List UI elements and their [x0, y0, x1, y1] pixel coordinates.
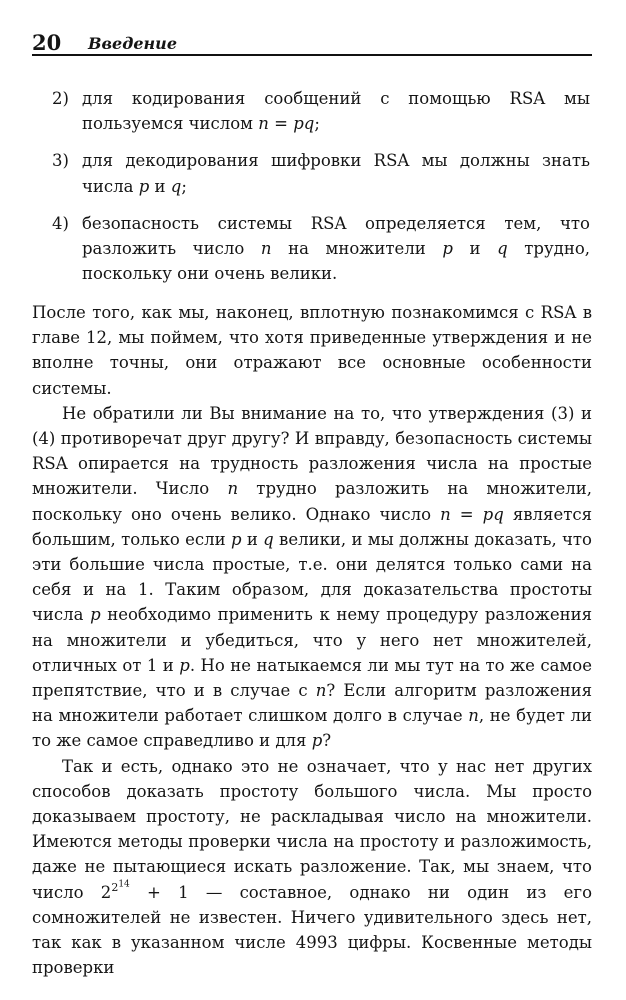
numbered-list: [52, 86, 590, 298]
list-item: [52, 211, 590, 287]
list-marker: 4): [52, 213, 69, 233]
paragraph-3: Так и есть, однако это не означает, что у нас нет других способов доказать простоту большого числа. Мы просто доказываем простоту, не раскладывая число на множители. Имеются методы проверки числа на простоту и разложимость, даже не пытающиеся искать разложение. Так, мы знаем, что число $2^{2^{14}} + 1$ — составное, однако ни один из его сомножителей не известен. Ничего удивительного здесь нет, так как в указанном числе 4993 цифры. Косвенные методы проверки: [32, 756, 592, 978]
paragraph-2: Не обратили ли Вы внимание на то, что утверждения (3) и (4) противоречат друг другу? И вправду, безопасность системы RSA опирается на трудность разложения числа на простые множители. Число n трудно разложить на множители, поскольку оно очень велико. Однако число n = pq является большим, только если p и q велики, и мы должны доказать, что эти большие числа простые, т.е. они делятся только сами на себя и на 1. Таким образом, для доказательства простоты числа p необходимо применить к нему процедуру разложения на множители и убедиться, что у него нет множителей, отличных от 1 и p. Но не натыкаемся ли мы тут на то же самое препятствие, что и в случае с n? Если алгоритм разложения на множители работает слишком долго в случае n, не будет ли то же самое справедливо и для p?: [32, 403, 592, 751]
page-number: 20: [32, 30, 62, 55]
body-text: [32, 300, 592, 980]
list-item-text: для кодирования сообщений с помощью RSA мы пользуемся числом n = pq;: [82, 89, 590, 134]
list-item-text: безопасность системы RSA определяется тем, что разложить число n на множители p и q трудно, поскольку они очень велики.: [82, 213, 591, 284]
list-item: [52, 86, 590, 136]
paragraph-1: После того, как мы, наконец, вплотную познакомимся с RSA в главе 12, мы поймем, что хотя приведенные утверждения и не вполне точны, они отражают все основные особенности системы.: [32, 303, 592, 398]
list-marker: 3): [52, 151, 69, 171]
running-title: Введение: [88, 34, 177, 53]
list-item-text: для декодирования шифровки RSA мы должны знать числа p и q;: [82, 151, 590, 196]
header-rule: [32, 54, 592, 56]
list-item: [52, 148, 590, 198]
page-header: [32, 30, 592, 56]
list-marker: 2): [52, 89, 69, 108]
